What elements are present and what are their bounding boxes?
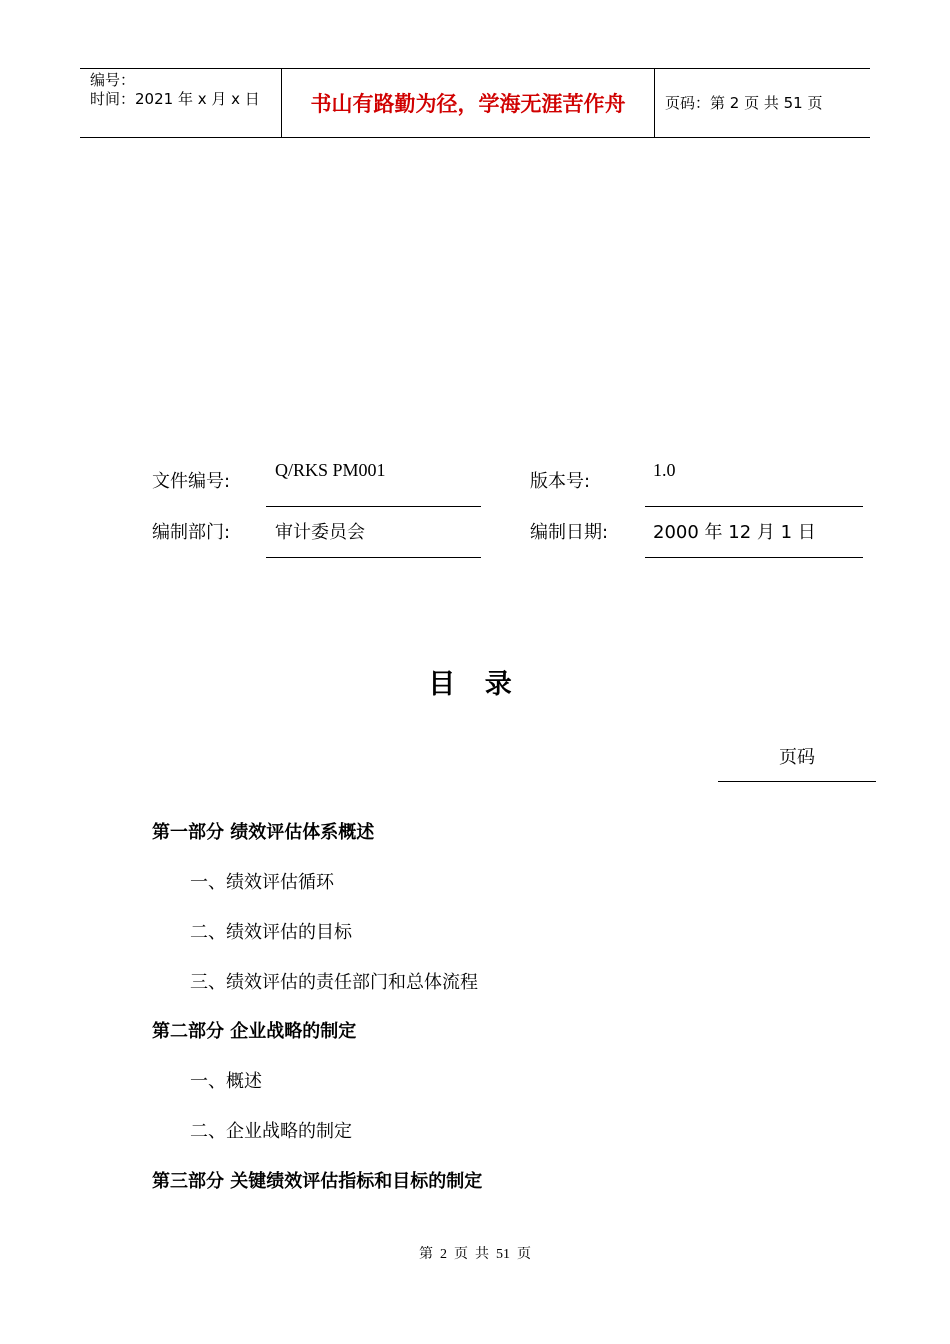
toc-item[interactable]: 二、企业战略的制定 [190, 1121, 352, 1142]
motto-text: 书山有路勤为径，学海无涯苦作舟 [310, 91, 626, 116]
toc-item[interactable]: 三、绩效评估的责任部门和总体流程 [190, 972, 478, 993]
toc-item[interactable]: 一、绩效评估循环 [190, 872, 334, 893]
document-date: 时间：2021 年 x 月 x 日 [90, 90, 260, 108]
header-table [80, 68, 870, 138]
department-value: 审计委员会 [275, 522, 365, 543]
toc-page-underline [718, 781, 876, 782]
toc-page-heading: 页码 [779, 747, 815, 768]
toc-item[interactable]: 第三部分 关键绩效评估指标和目标的制定 [152, 1171, 483, 1192]
header-page-info: 页码：第 2 页 共 51 页 [665, 94, 823, 112]
toc-title: 目 录 [428, 669, 522, 700]
compile-date-label: 编制日期: [530, 522, 609, 543]
footer-page-number: 第 2 页 共 51 页 [419, 1247, 531, 1262]
toc-item[interactable]: 第一部分 绩效评估体系概述 [152, 822, 375, 843]
header-center-cell [282, 69, 655, 137]
compile-date-value: 2000 年 12 月 1 日 [653, 522, 816, 543]
department-label: 编制部门: [152, 522, 231, 543]
header-left-cell [80, 69, 282, 137]
toc-item[interactable]: 一、概述 [190, 1071, 262, 1092]
file-number-underline [266, 506, 481, 507]
toc-item[interactable]: 第二部分 企业战略的制定 [152, 1021, 357, 1042]
file-number-label: 文件编号: [152, 471, 231, 492]
version-underline [645, 506, 863, 507]
file-number-value: Q/RKS PM001 [275, 460, 386, 480]
toc-item[interactable]: 二、绩效评估的目标 [190, 922, 352, 943]
compile-date-underline [645, 557, 863, 558]
header-right-cell [655, 69, 870, 137]
version-value: 1.0 [653, 460, 676, 480]
version-label: 版本号: [530, 471, 591, 492]
department-underline [266, 557, 481, 558]
document-number-label: 编号： [90, 71, 136, 89]
